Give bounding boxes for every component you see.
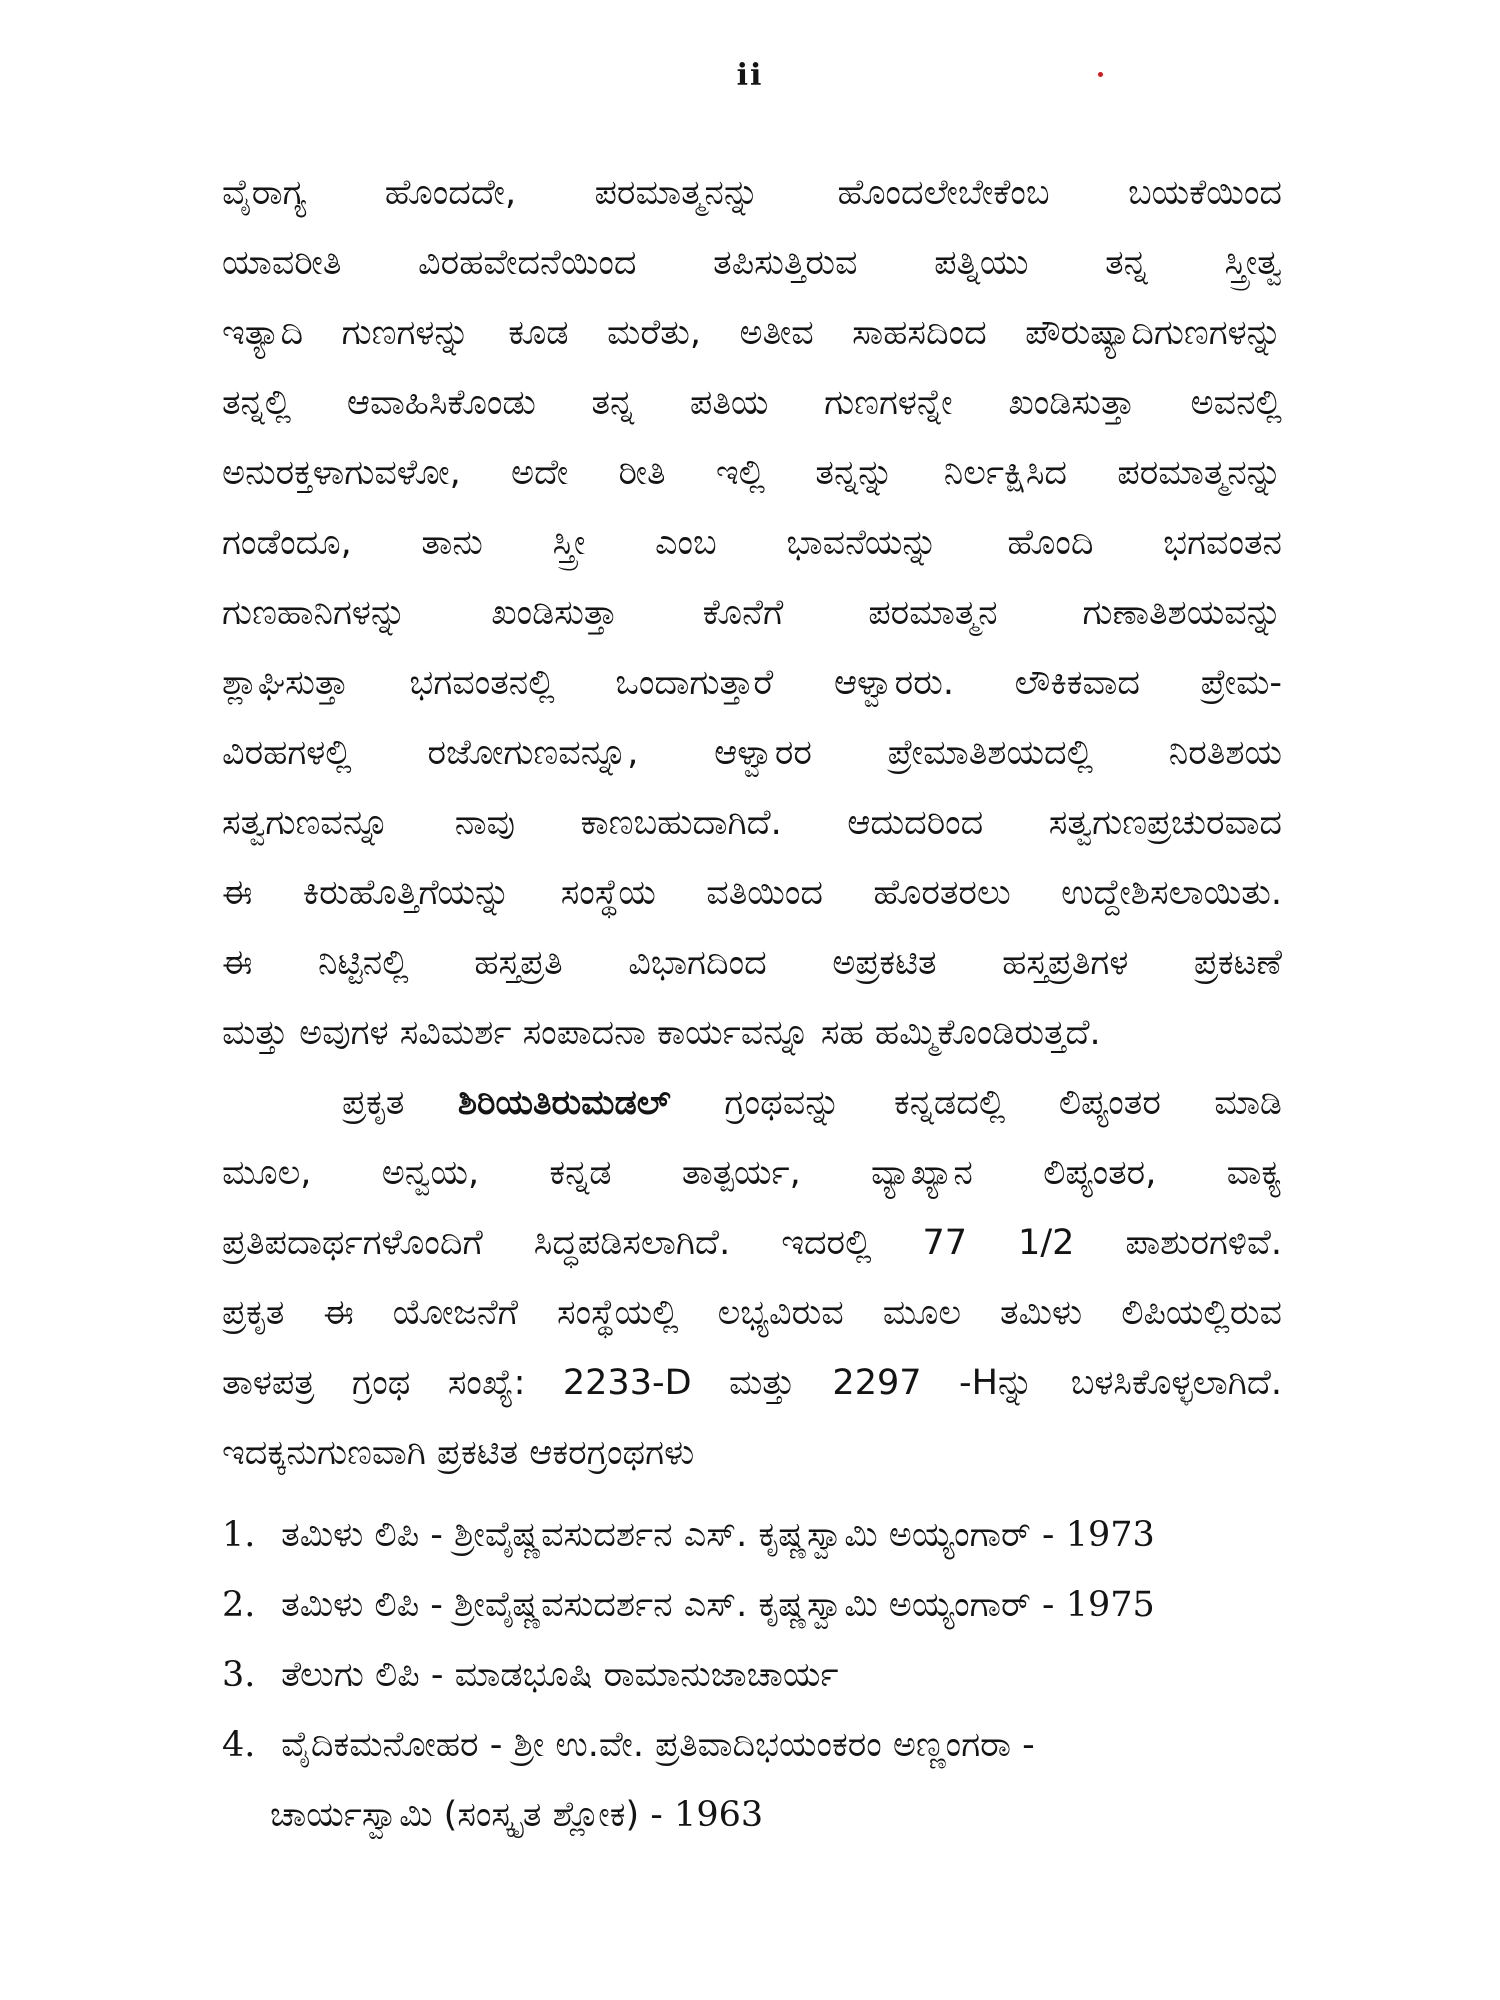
reference-text: ತೆಲುಗು ಲಿಪಿ - ಮಾಡಭೂಷಿ ರಾಮಾನುಜಾಚಾರ್ಯ <box>281 1655 839 1695</box>
paragraph-line: ಮತ್ತು ಅವುಗಳ ಸವಿಮರ್ಶ ಸಂಪಾದನಾ ಕಾರ್ಯವನ್ನೂ ಸಹ ಹಮ್ಮಿಕೊಂಡಿರುತ್ತದೆ. <box>222 1013 1101 1053</box>
paragraph2-suffix: ಗ್ರಂಥವನ್ನು ಕನ್ನಡದಲ್ಲಿ ಲಿಪ್ಯಂತರ ಮಾಡಿ <box>724 1083 1282 1123</box>
reference-year: 1963 <box>674 1795 764 1835</box>
paragraph-line: ಸತ್ವಗುಣವನ್ನೂ ನಾವು ಕಾಣಬಹುದಾಗಿದೆ. ಆದುದರಿಂದ ಸತ್ವಗುಣಪ್ರಚುರವಾದ <box>222 803 1282 843</box>
reference-number: 2. <box>222 1585 256 1625</box>
paragraph-line: ಇತ್ಯಾದಿ ಗುಣಗಳನ್ನು ಕೂಡ ಮರೆತು, ಅತೀವ ಸಾಹಸದಿಂದ ಪೌರುಷ್ಯಾದಿಗುಣಗಳನ್ನು <box>222 313 1282 353</box>
reference-item <box>222 1500 1282 1570</box>
paragraph-line: ತಾಳಪತ್ರ ಗ್ರಂಥ ಸಂಖ್ಯೆ: 2233-D ಮತ್ತು 2297 -Hನ್ನು ಬಳಸಿಕೊಳ್ಳಲಾಗಿದೆ. <box>222 1363 1282 1403</box>
reference-number: 1. <box>222 1515 256 1555</box>
paragraph-line: ಇದಕ್ಕನುಗುಣವಾಗಿ ಪ್ರಕಟಿತ ಆಕರಗ್ರಂಥಗಳು <box>222 1433 695 1473</box>
paragraph-line: ಪ್ರಕೃತ ಈ ಯೋಜನೆಗೆ ಸಂಸ್ಥೆಯಲ್ಲಿ ಲಭ್ಯವಿರುವ ಮೂಲ ತಮಿಳು ಲಿಪಿಯಲ್ಲಿರುವ <box>222 1293 1282 1333</box>
reference-text: ತಮಿಳು ಲಿಪಿ - ಶ್ರೀವೈಷ್ಣವಸುದರ್ಶನ ಎಸ್. ಕೃಷ್ಣಸ್ವಾಮಿ ಅಯ್ಯಂಗಾರ್ - <box>281 1585 1055 1625</box>
paragraph-line: ಈ ನಿಟ್ಟಿನಲ್ಲಿ ಹಸ್ತಪ್ರತಿ ವಿಭಾಗದಿಂದ ಅಪ್ರಕಟಿತ ಹಸ್ತಪ್ರತಿಗಳ ಪ್ರಕಟಣೆ <box>222 943 1282 983</box>
reference-continuation <box>222 1780 1282 1850</box>
paragraph-line: ಮೂಲ, ಅನ್ವಯ, ಕನ್ನಡ ತಾತ್ಪರ್ಯ, ವ್ಯಾಖ್ಯಾನ ಲಿಪ್ಯಂತರ, ವಾಕ್ಯ <box>222 1153 1282 1193</box>
page-number: ii <box>736 58 764 93</box>
reference-text: ತಮಿಳು ಲಿಪಿ - ಶ್ರೀವೈಷ್ಣವಸುದರ್ಶನ ಎಸ್. ಕೃಷ್ಣಸ್ವಾಮಿ ಅಯ್ಯಂಗಾರ್ - <box>281 1515 1055 1555</box>
reference-text: ಚಾರ್ಯಸ್ವಾಮಿ (ಸಂಸ್ಕೃತ ಶ್ಲೋಕ) - <box>270 1795 663 1835</box>
reference-year: 1973 <box>1065 1515 1155 1555</box>
paragraph2-first-line <box>222 1068 1282 1138</box>
paragraph-line: ಪ್ರತಿಪದಾರ್ಥಗಳೊಂದಿಗೆ ಸಿದ್ಧಪಡಿಸಲಾಗಿದೆ. ಇದರಲ್ಲಿ 77 1/2 ಪಾಶುರಗಳಿವೆ. <box>222 1223 1282 1263</box>
reference-year: 1975 <box>1065 1585 1155 1625</box>
reference-item <box>222 1570 1282 1640</box>
reference-text: ವೈದಿಕಮನೋಹರ - ಶ್ರೀ ಉ.ವೇ. ಪ್ರತಿವಾದಿಭಯಂಕರಂ ಅಣ್ಣಂಗರಾ - <box>281 1725 1035 1765</box>
paragraph-line: ವೈರಾಗ್ಯ ಹೊಂದದೇ, ಪರಮಾತ್ಮನನ್ನು ಹೊಂದಲೇಬೇಕೆಂಬ ಬಯಕೆಯಿಂದ <box>222 173 1282 213</box>
reference-item <box>222 1710 1282 1780</box>
reference-list <box>222 1500 1282 1850</box>
paragraph-line: ಯಾವರೀತಿ ವಿರಹವೇದನೆಯಿಂದ ತಪಿಸುತ್ತಿರುವ ಪತ್ನಿಯು ತನ್ನ ಸ್ತ್ರೀತ್ವ <box>222 243 1282 283</box>
paragraph-line: ಶ್ಲಾಘಿಸುತ್ತಾ ಭಗವಂತನಲ್ಲಿ ಒಂದಾಗುತ್ತಾರೆ ಆಳ್ವಾರರು. ಲೌಕಿಕವಾದ ಪ್ರೇಮ- <box>222 663 1282 703</box>
paragraph-line: ಗಂಡೆಂದೂ, ತಾನು ಸ್ತ್ರೀ ಎಂಬ ಭಾವನೆಯನ್ನು ಹೊಂದಿ ಭಗವಂತನ <box>222 523 1282 563</box>
red-dot-mark <box>1098 72 1103 77</box>
book-title: ಶಿರಿಯತಿರುಮಡಲ್ <box>457 1083 671 1123</box>
paragraph-line: ಈ ಕಿರುಹೊತ್ತಿಗೆಯನ್ನು ಸಂಸ್ಥೆಯ ವತಿಯಿಂದ ಹೊರತರಲು ಉದ್ದೇಶಿಸಲಾಯಿತು. <box>222 873 1282 913</box>
paragraph-line: ವಿರಹಗಳಲ್ಲಿ ರಜೋಗುಣವನ್ನೂ, ಆಳ್ವಾರರ ಪ್ರೇಮಾತಿಶಯದಲ್ಲಿ ನಿರತಿಶಯ <box>222 733 1282 773</box>
paragraph-line: ಅನುರಕ್ತಳಾಗುವಳೋ, ಅದೇ ರೀತಿ ಇಲ್ಲಿ ತನ್ನನ್ನು ನಿರ್ಲಕ್ಷಿಸಿದ ಪರಮಾತ್ಮನನ್ನು <box>222 453 1282 493</box>
paragraph2-prefix: ಪ್ರಕೃತ <box>342 1083 405 1123</box>
reference-number: 3. <box>222 1655 256 1695</box>
reference-item <box>222 1640 1282 1710</box>
reference-number: 4. <box>222 1725 256 1765</box>
body-text <box>222 158 1282 1488</box>
paragraph-line: ತನ್ನಲ್ಲಿ ಆವಾಹಿಸಿಕೊಂಡು ತನ್ನ ಪತಿಯ ಗುಣಗಳನ್ನೇ ಖಂಡಿಸುತ್ತಾ ಅವನಲ್ಲಿ <box>222 383 1282 423</box>
paragraph-line: ಗುಣಹಾನಿಗಳನ್ನು ಖಂಡಿಸುತ್ತಾ ಕೊನೆಗೆ ಪರಮಾತ್ಮನ ಗುಣಾತಿಶಯವನ್ನು <box>222 593 1282 633</box>
